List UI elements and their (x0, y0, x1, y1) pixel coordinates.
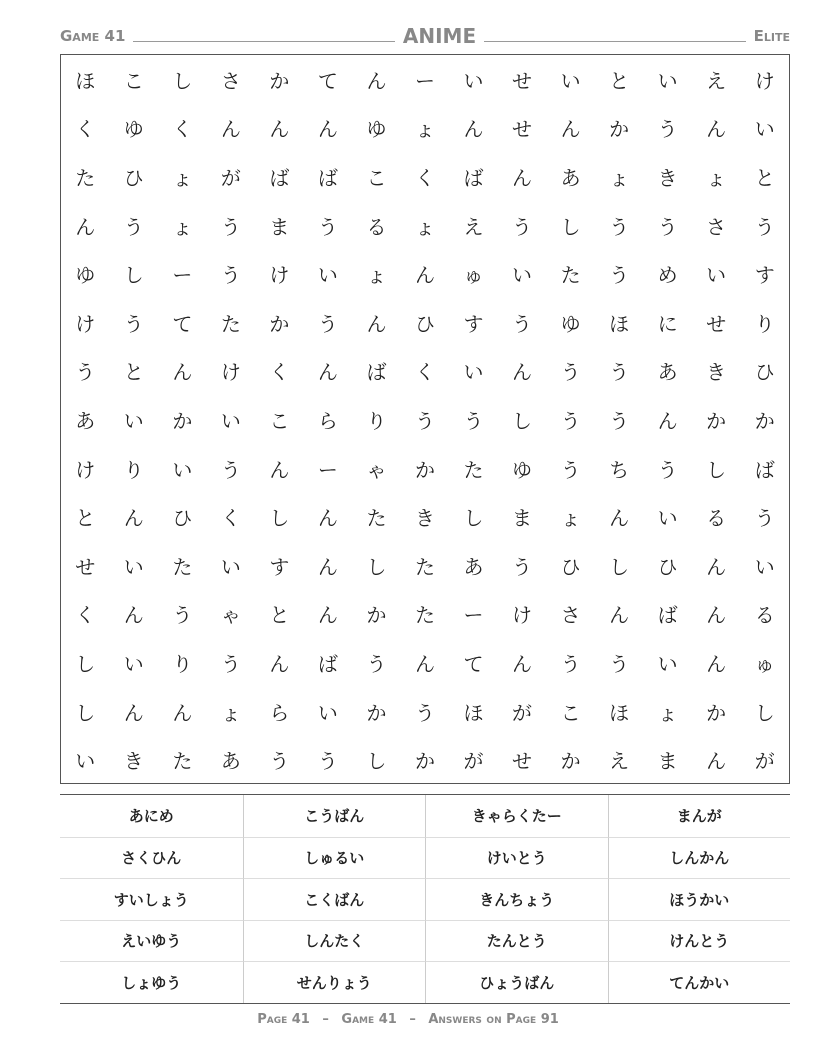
grid-cell[interactable]: ん (220, 117, 241, 142)
grid-cell[interactable]: う (123, 214, 144, 239)
grid-cell[interactable]: し (560, 214, 581, 239)
header-rule-left (133, 41, 395, 42)
word-list-item: しんたく (243, 920, 426, 962)
grid-cell[interactable]: か (706, 408, 727, 433)
grid-cell[interactable]: か (366, 603, 387, 628)
grid-cell[interactable]: た (560, 263, 581, 288)
grid-cell[interactable]: し (463, 506, 484, 531)
grid-cell[interactable]: ゃ (366, 457, 387, 482)
grid-cell[interactable]: う (366, 651, 387, 676)
grid-cell[interactable]: ま (657, 749, 678, 774)
grid-cell[interactable]: く (414, 165, 435, 190)
grid-cell[interactable]: ほ (609, 700, 630, 725)
grid-cell[interactable]: え (609, 749, 630, 774)
grid-cell[interactable]: ん (609, 603, 630, 628)
grid-cell[interactable]: ち (609, 457, 630, 482)
grid-cell[interactable]: け (754, 68, 775, 93)
grid-cell[interactable]: り (172, 651, 193, 676)
page-number: Page 41 (257, 1012, 310, 1027)
grid-cell[interactable]: う (220, 214, 241, 239)
grid-cell[interactable]: ん (706, 749, 727, 774)
grid-cell[interactable]: ょ (706, 165, 727, 190)
grid-cell[interactable]: に (657, 311, 678, 336)
grid-cell[interactable]: け (512, 603, 533, 628)
grid-cell[interactable]: こ (269, 408, 290, 433)
grid-row (61, 201, 789, 250)
grid-cell[interactable]: す (463, 311, 484, 336)
grid-cell[interactable]: い (123, 554, 144, 579)
footer-separator: – (322, 1012, 329, 1027)
grid-cell[interactable]: ん (706, 117, 727, 142)
grid-cell[interactable]: ん (123, 506, 144, 531)
grid-cell[interactable]: し (366, 749, 387, 774)
grid-cell[interactable]: う (609, 214, 630, 239)
grid-cell[interactable]: く (172, 117, 193, 142)
word-list-item: しんかん (608, 837, 791, 879)
grid-cell[interactable]: い (512, 263, 533, 288)
word-list-item: まんが (608, 795, 791, 837)
grid-cell[interactable]: く (220, 506, 241, 531)
word-list-item: あにめ (128, 807, 174, 826)
word-list-item: きんちょう (425, 878, 608, 920)
grid-row (61, 395, 789, 444)
grid-cell[interactable]: が (220, 165, 241, 190)
grid-row (61, 249, 789, 298)
grid-cell[interactable]: ょ (609, 165, 630, 190)
grid-cell[interactable]: ん (317, 554, 338, 579)
grid-cell[interactable]: う (317, 214, 338, 239)
grid-cell[interactable]: ひ (123, 165, 144, 190)
word-list-item: さくひん (60, 837, 243, 879)
grid-cell[interactable]: ょ (414, 214, 435, 239)
grid-cell[interactable]: い (657, 506, 678, 531)
grid-cell[interactable]: ら (317, 408, 338, 433)
puzzle-title: ANIME (402, 24, 477, 48)
word-list-item: きゃらくたー (425, 795, 608, 837)
grid-cell[interactable]: う (657, 214, 678, 239)
word-list-item: けいとう (425, 837, 608, 879)
grid-cell[interactable]: ひ (754, 360, 775, 385)
grid-cell[interactable]: ん (366, 68, 387, 93)
word-list-item: えいゆう (60, 920, 243, 962)
grid-cell[interactable]: ん (172, 700, 193, 725)
grid-row (61, 541, 789, 590)
grid-cell[interactable]: る (366, 214, 387, 239)
grid-cell[interactable]: く (269, 360, 290, 385)
grid-cell[interactable]: ん (317, 603, 338, 628)
grid-cell[interactable]: す (754, 263, 775, 288)
grid-cell[interactable]: し (754, 700, 775, 725)
footer-game-number: Game 41 (341, 1012, 397, 1027)
grid-cell[interactable]: た (366, 506, 387, 531)
grid-cell[interactable]: あ (220, 749, 241, 774)
grid-cell[interactable]: う (560, 651, 581, 676)
grid-cell[interactable]: ひ (657, 554, 678, 579)
grid-cell[interactable]: さ (220, 68, 241, 93)
grid-cell[interactable]: ん (560, 117, 581, 142)
grid-cell[interactable]: し (512, 408, 533, 433)
grid-cell[interactable]: ょ (366, 263, 387, 288)
grid-cell[interactable]: い (754, 554, 775, 579)
grid-cell[interactable]: き (706, 360, 727, 385)
grid-cell[interactable]: ゆ (560, 311, 581, 336)
grid-cell[interactable]: せ (75, 554, 96, 579)
grid-cell[interactable]: し (75, 651, 96, 676)
grid-cell[interactable]: う (317, 749, 338, 774)
grid-cell[interactable]: ん (706, 554, 727, 579)
grid-cell[interactable]: た (463, 457, 484, 482)
grid-cell[interactable]: て (317, 68, 338, 93)
grid-cell[interactable]: こ (366, 165, 387, 190)
grid-cell[interactable]: か (706, 700, 727, 725)
grid-cell[interactable]: ま (512, 506, 533, 531)
grid-cell[interactable]: と (609, 68, 630, 93)
grid-row (61, 298, 789, 347)
grid-row (61, 590, 789, 639)
grid-cell[interactable]: う (560, 457, 581, 482)
page-footer (0, 1012, 816, 1027)
grid-cell[interactable]: ゆ (512, 457, 533, 482)
grid-cell[interactable]: え (463, 214, 484, 239)
grid-row (61, 152, 789, 201)
grid-cell[interactable]: り (366, 408, 387, 433)
grid-cell[interactable]: せ (512, 68, 533, 93)
grid-cell[interactable]: て (463, 651, 484, 676)
grid-cell[interactable]: け (220, 360, 241, 385)
grid-cell[interactable]: か (366, 700, 387, 725)
grid-cell[interactable]: う (609, 263, 630, 288)
grid-cell[interactable]: き (414, 506, 435, 531)
grid-cell[interactable]: し (269, 506, 290, 531)
grid-cell[interactable]: い (123, 408, 144, 433)
word-list-item: ほうかい (608, 878, 791, 920)
grid-cell[interactable]: い (754, 117, 775, 142)
grid-cell[interactable]: ん (317, 117, 338, 142)
grid-cell[interactable]: あ (75, 408, 96, 433)
grid-cell[interactable]: ゅ (463, 263, 484, 288)
grid-cell[interactable]: ら (269, 700, 290, 725)
grid-cell[interactable]: と (269, 603, 290, 628)
difficulty-label: Elite (753, 27, 790, 45)
grid-cell[interactable]: か (269, 311, 290, 336)
grid-cell[interactable]: ゃ (220, 603, 241, 628)
grid-cell[interactable]: と (754, 165, 775, 190)
grid-cell[interactable]: う (609, 651, 630, 676)
grid-cell[interactable]: ん (75, 214, 96, 239)
grid-cell[interactable]: ん (463, 117, 484, 142)
grid-cell[interactable]: ば (317, 651, 338, 676)
grid-cell[interactable]: い (463, 360, 484, 385)
grid-cell[interactable]: う (414, 408, 435, 433)
grid-cell[interactable]: ゆ (366, 117, 387, 142)
game-number: Game 41 (60, 27, 126, 45)
grid-row (61, 444, 789, 493)
grid-cell[interactable]: さ (706, 214, 727, 239)
grid-cell[interactable]: ん (706, 603, 727, 628)
grid-cell[interactable]: う (123, 311, 144, 336)
grid-cell[interactable]: さ (560, 603, 581, 628)
grid-cell[interactable]: た (220, 311, 241, 336)
footer-separator: – (409, 1012, 416, 1027)
grid-cell[interactable]: い (463, 68, 484, 93)
grid-cell[interactable]: あ (657, 360, 678, 385)
word-list-item: こうばん (243, 795, 426, 837)
grid-cell[interactable]: ば (463, 165, 484, 190)
grid-row (61, 104, 789, 153)
grid-cell[interactable]: り (123, 457, 144, 482)
grid-cell[interactable]: え (706, 68, 727, 93)
grid-cell[interactable]: か (560, 749, 581, 774)
grid-cell[interactable]: い (317, 700, 338, 725)
grid-row (61, 55, 789, 104)
grid-cell[interactable]: う (75, 360, 96, 385)
grid-cell[interactable]: ば (366, 360, 387, 385)
grid-cell[interactable]: き (123, 749, 144, 774)
grid-cell[interactable]: う (512, 214, 533, 239)
grid-cell[interactable]: か (609, 117, 630, 142)
grid-cell[interactable]: ー (172, 263, 193, 288)
grid-cell[interactable]: た (414, 554, 435, 579)
grid-row (61, 638, 789, 687)
grid-cell[interactable]: た (414, 603, 435, 628)
grid-cell[interactable]: る (754, 603, 775, 628)
grid-row (61, 687, 789, 736)
grid-cell[interactable]: い (560, 68, 581, 93)
grid-cell[interactable]: ゆ (75, 263, 96, 288)
grid-cell[interactable]: せ (512, 117, 533, 142)
grid-cell[interactable]: か (414, 749, 435, 774)
grid-cell[interactable]: と (123, 360, 144, 385)
grid-cell[interactable]: か (172, 408, 193, 433)
header-rule-right (484, 41, 746, 42)
grid-cell[interactable]: ん (123, 603, 144, 628)
grid-cell[interactable]: ん (609, 506, 630, 531)
grid-cell[interactable]: い (657, 68, 678, 93)
grid-cell[interactable]: ゆ (123, 117, 144, 142)
grid-cell[interactable]: ん (512, 165, 533, 190)
grid-cell[interactable]: た (75, 165, 96, 190)
word-list-item: すいしょう (60, 878, 243, 920)
grid-cell[interactable]: た (172, 749, 193, 774)
word-list-item: こくばん (243, 878, 426, 920)
grid-cell[interactable]: う (220, 457, 241, 482)
grid-cell[interactable]: り (754, 311, 775, 336)
grid-cell[interactable]: し (172, 68, 193, 93)
grid-cell[interactable]: せ (512, 749, 533, 774)
grid-cell[interactable]: い (220, 408, 241, 433)
grid-cell[interactable]: ほ (463, 700, 484, 725)
grid-cell[interactable]: う (220, 651, 241, 676)
grid-cell[interactable]: ん (366, 311, 387, 336)
grid-cell[interactable]: う (657, 457, 678, 482)
grid-cell[interactable]: ょ (172, 165, 193, 190)
grid-cell[interactable]: う (560, 408, 581, 433)
grid-cell[interactable]: が (463, 749, 484, 774)
grid-cell[interactable]: ん (317, 506, 338, 531)
grid-cell[interactable]: く (414, 360, 435, 385)
grid-cell[interactable]: し (706, 457, 727, 482)
grid-cell[interactable]: け (75, 311, 96, 336)
grid-row (61, 735, 789, 784)
grid-cell[interactable]: た (172, 554, 193, 579)
grid-cell[interactable]: う (754, 214, 775, 239)
grid-cell[interactable]: う (609, 408, 630, 433)
grid-cell[interactable]: ょ (172, 214, 193, 239)
grid-cell[interactable]: う (317, 311, 338, 336)
grid-cell[interactable]: う (512, 554, 533, 579)
grid-cell[interactable]: い (657, 651, 678, 676)
word-list-item: けんとう (608, 920, 791, 962)
word-list-item: せんりょう (243, 961, 426, 1003)
grid-cell[interactable]: ば (317, 165, 338, 190)
grid-cell[interactable]: ー (317, 457, 338, 482)
word-list-item: しょゆう (60, 961, 243, 1003)
grid-cell[interactable]: ん (317, 360, 338, 385)
grid-cell[interactable]: き (657, 165, 678, 190)
grid-cell[interactable]: せ (706, 311, 727, 336)
grid-cell[interactable]: ょ (414, 117, 435, 142)
grid-cell[interactable]: ほ (75, 68, 96, 93)
grid-cell[interactable]: る (706, 506, 727, 531)
grid-cell[interactable]: う (754, 506, 775, 531)
grid-cell[interactable]: ん (706, 651, 727, 676)
grid-cell[interactable]: あ (560, 165, 581, 190)
grid-cell[interactable]: ま (269, 214, 290, 239)
grid-cell[interactable]: ひ (414, 311, 435, 336)
grid-cell[interactable]: ん (512, 651, 533, 676)
letter-grid (60, 54, 790, 784)
grid-cell[interactable]: う (414, 700, 435, 725)
grid-cell[interactable]: ん (414, 651, 435, 676)
grid-cell[interactable]: し (75, 700, 96, 725)
grid-cell[interactable]: く (75, 603, 96, 628)
grid-row (61, 492, 789, 541)
grid-cell[interactable]: ょ (560, 506, 581, 531)
grid-cell[interactable]: こ (560, 700, 581, 725)
grid-cell[interactable]: し (366, 554, 387, 579)
grid-cell[interactable]: く (75, 117, 96, 142)
grid-cell[interactable]: う (269, 749, 290, 774)
word-list (60, 794, 790, 1004)
grid-cell[interactable]: い (317, 263, 338, 288)
grid-cell[interactable]: か (754, 408, 775, 433)
grid-cell[interactable]: ば (657, 603, 678, 628)
grid-cell[interactable]: ほ (609, 311, 630, 336)
word-list-item: てんかい (608, 961, 791, 1003)
grid-cell[interactable]: ょ (220, 700, 241, 725)
grid-cell[interactable]: が (512, 700, 533, 725)
grid-cell[interactable]: ん (269, 651, 290, 676)
grid-cell[interactable]: し (609, 554, 630, 579)
grid-cell[interactable]: て (172, 311, 193, 336)
grid-cell[interactable]: い (172, 457, 193, 482)
grid-cell[interactable]: こ (123, 68, 144, 93)
grid-cell[interactable]: ん (269, 457, 290, 482)
grid-cell[interactable]: う (172, 603, 193, 628)
grid-cell[interactable]: け (75, 457, 96, 482)
word-list-item: たんとう (425, 920, 608, 962)
grid-cell[interactable]: ん (172, 360, 193, 385)
answers-reference: Answers on Page 91 (428, 1012, 559, 1027)
grid-cell[interactable]: い (706, 263, 727, 288)
grid-cell[interactable]: ん (657, 408, 678, 433)
grid-cell[interactable]: ー (414, 68, 435, 93)
word-list-item: ひょうばん (425, 961, 608, 1003)
grid-cell[interactable]: ー (463, 603, 484, 628)
grid-cell[interactable]: う (463, 408, 484, 433)
grid-cell[interactable]: ひ (172, 506, 193, 531)
grid-cell[interactable]: ひ (560, 554, 581, 579)
grid-row (61, 347, 789, 396)
grid-cell[interactable]: ん (269, 117, 290, 142)
grid-cell[interactable]: い (220, 554, 241, 579)
grid-cell[interactable]: あ (463, 554, 484, 579)
grid-cell[interactable]: ん (123, 700, 144, 725)
grid-cell[interactable]: い (123, 651, 144, 676)
grid-cell[interactable]: ゅ (754, 651, 775, 676)
grid-cell[interactable]: ば (754, 457, 775, 482)
grid-cell[interactable]: と (75, 506, 96, 531)
grid-cell[interactable]: う (657, 117, 678, 142)
grid-cell[interactable]: け (269, 263, 290, 288)
grid-cell[interactable]: ば (269, 165, 290, 190)
grid-cell[interactable]: う (512, 311, 533, 336)
word-list-item: しゅるい (243, 837, 426, 879)
grid-cell[interactable]: ん (512, 360, 533, 385)
page-header (60, 22, 790, 50)
grid-cell[interactable]: し (123, 263, 144, 288)
grid-cell[interactable]: め (657, 263, 678, 288)
grid-cell[interactable]: ん (414, 263, 435, 288)
grid-cell[interactable]: う (609, 360, 630, 385)
grid-cell[interactable]: う (560, 360, 581, 385)
grid-cell[interactable]: が (754, 749, 775, 774)
grid-cell[interactable]: か (269, 68, 290, 93)
grid-cell[interactable]: う (220, 263, 241, 288)
grid-cell[interactable]: い (75, 749, 96, 774)
grid-cell[interactable]: ょ (657, 700, 678, 725)
grid-cell[interactable]: か (414, 457, 435, 482)
grid-cell[interactable]: す (269, 554, 290, 579)
